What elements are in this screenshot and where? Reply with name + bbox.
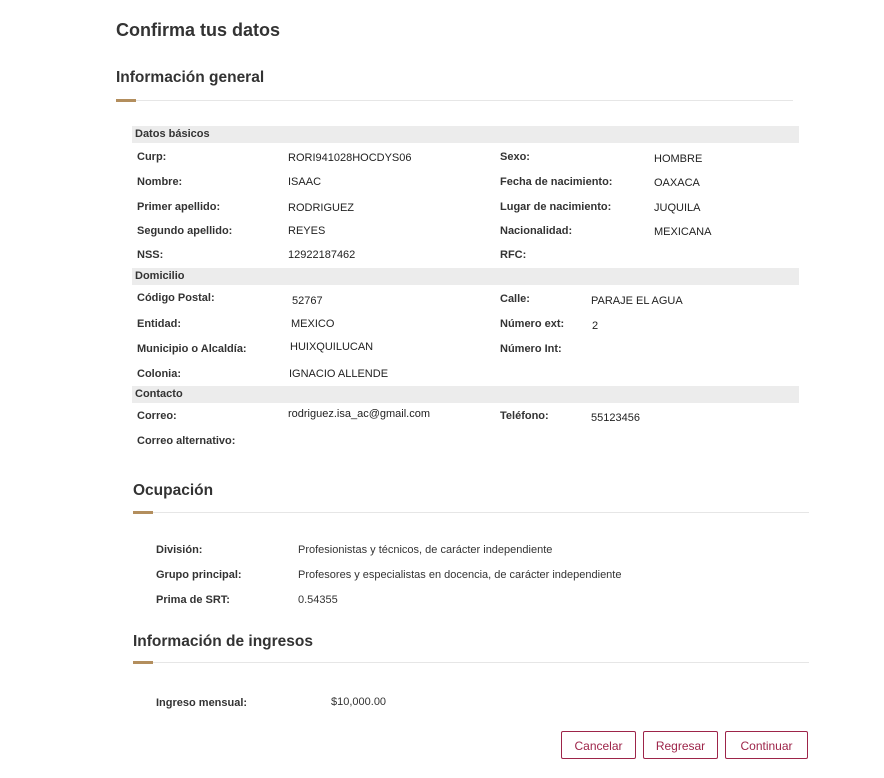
band-datos-basicos bbox=[132, 126, 799, 143]
section-divider bbox=[153, 512, 809, 513]
section-divider bbox=[153, 662, 809, 663]
section-accent bbox=[133, 661, 153, 664]
curp-label: Curp: bbox=[137, 151, 167, 163]
primer-apellido-value: RODRIGUEZ bbox=[288, 202, 354, 214]
lugar-nacimiento-value: JUQUILA bbox=[654, 202, 701, 214]
telefono-value: 55123456 bbox=[591, 412, 640, 424]
section-accent bbox=[116, 99, 136, 102]
nombre-value: ISAAC bbox=[288, 176, 322, 188]
codigo-postal-value: 52767 bbox=[292, 295, 323, 307]
fecha-nacimiento-label: Fecha de nacimiento: bbox=[500, 176, 613, 188]
grupo-principal-value: Profesores y especialistas en docencia, de carácter independiente bbox=[298, 569, 622, 581]
ingreso-mensual-label: Ingreso mensual: bbox=[156, 697, 248, 709]
calle-label: Calle: bbox=[500, 293, 530, 305]
ingreso-mensual-value: $10,000.00 bbox=[331, 696, 387, 708]
numero-ext-value: 2 bbox=[592, 320, 599, 332]
telefono-label: Teléfono: bbox=[500, 410, 549, 422]
band-label: Datos básicos bbox=[135, 128, 210, 140]
curp-value: RORI941028HOCDYS06 bbox=[288, 152, 412, 164]
page-title: Confirma tus datos bbox=[116, 20, 281, 40]
municipio-label: Municipio o Alcaldía: bbox=[137, 343, 247, 355]
rfc-label: RFC: bbox=[500, 249, 527, 261]
segundo-apellido-value: REYES bbox=[288, 225, 326, 237]
back-button[interactable]: Regresar bbox=[643, 731, 718, 759]
grupo-principal-label: Grupo principal: bbox=[156, 569, 242, 581]
fecha-nacimiento-value: OAXACA bbox=[654, 177, 700, 189]
section-accent bbox=[133, 511, 153, 514]
colonia-value: IGNACIO ALLENDE bbox=[289, 368, 389, 380]
band-domicilio bbox=[132, 268, 799, 285]
municipio-value: HUIXQUILUCAN bbox=[290, 341, 374, 353]
segundo-apellido-label: Segundo apellido: bbox=[137, 225, 233, 237]
band-contacto bbox=[132, 386, 799, 403]
continue-button[interactable]: Continuar bbox=[725, 731, 808, 759]
sexo-label: Sexo: bbox=[500, 151, 530, 163]
prima-srt-value: 0.54355 bbox=[298, 594, 338, 606]
correo-label: Correo: bbox=[137, 410, 177, 422]
section-divider bbox=[136, 100, 793, 101]
section-title-ingresos: Información de ingresos bbox=[133, 633, 314, 650]
colonia-label: Colonia: bbox=[137, 368, 181, 380]
numero-int-label: Número Int: bbox=[500, 343, 562, 355]
correo-value: rodriguez.isa_ac@gmail.com bbox=[288, 408, 431, 420]
nombre-label: Nombre: bbox=[137, 176, 183, 188]
nss-value: 12922187462 bbox=[288, 249, 356, 261]
division-value: Profesionistas y técnicos, de carácter independiente bbox=[298, 544, 553, 556]
nacionalidad-label: Nacionalidad: bbox=[500, 225, 573, 237]
correo-alternativo-label: Correo alternativo: bbox=[137, 435, 236, 447]
codigo-postal-label: Código Postal: bbox=[137, 292, 215, 304]
nss-label: NSS: bbox=[137, 249, 164, 261]
nacionalidad-value: MEXICANA bbox=[654, 226, 712, 238]
band-label: Domicilio bbox=[135, 270, 185, 282]
division-label: División: bbox=[156, 544, 203, 556]
numero-ext-label: Número ext: bbox=[500, 318, 565, 330]
prima-srt-label: Prima de SRT: bbox=[156, 594, 230, 606]
entidad-value: MEXICO bbox=[291, 318, 335, 330]
primer-apellido-label: Primer apellido: bbox=[137, 201, 221, 213]
band-label: Contacto bbox=[135, 388, 183, 400]
sexo-value: HOMBRE bbox=[654, 153, 703, 165]
entidad-label: Entidad: bbox=[137, 318, 181, 330]
section-title-general: Información general bbox=[116, 69, 265, 86]
section-title-ocupacion: Ocupación bbox=[133, 482, 214, 499]
lugar-nacimiento-label: Lugar de nacimiento: bbox=[500, 201, 612, 213]
cancel-button[interactable]: Cancelar bbox=[561, 731, 636, 759]
calle-value: PARAJE EL AGUA bbox=[591, 295, 683, 307]
